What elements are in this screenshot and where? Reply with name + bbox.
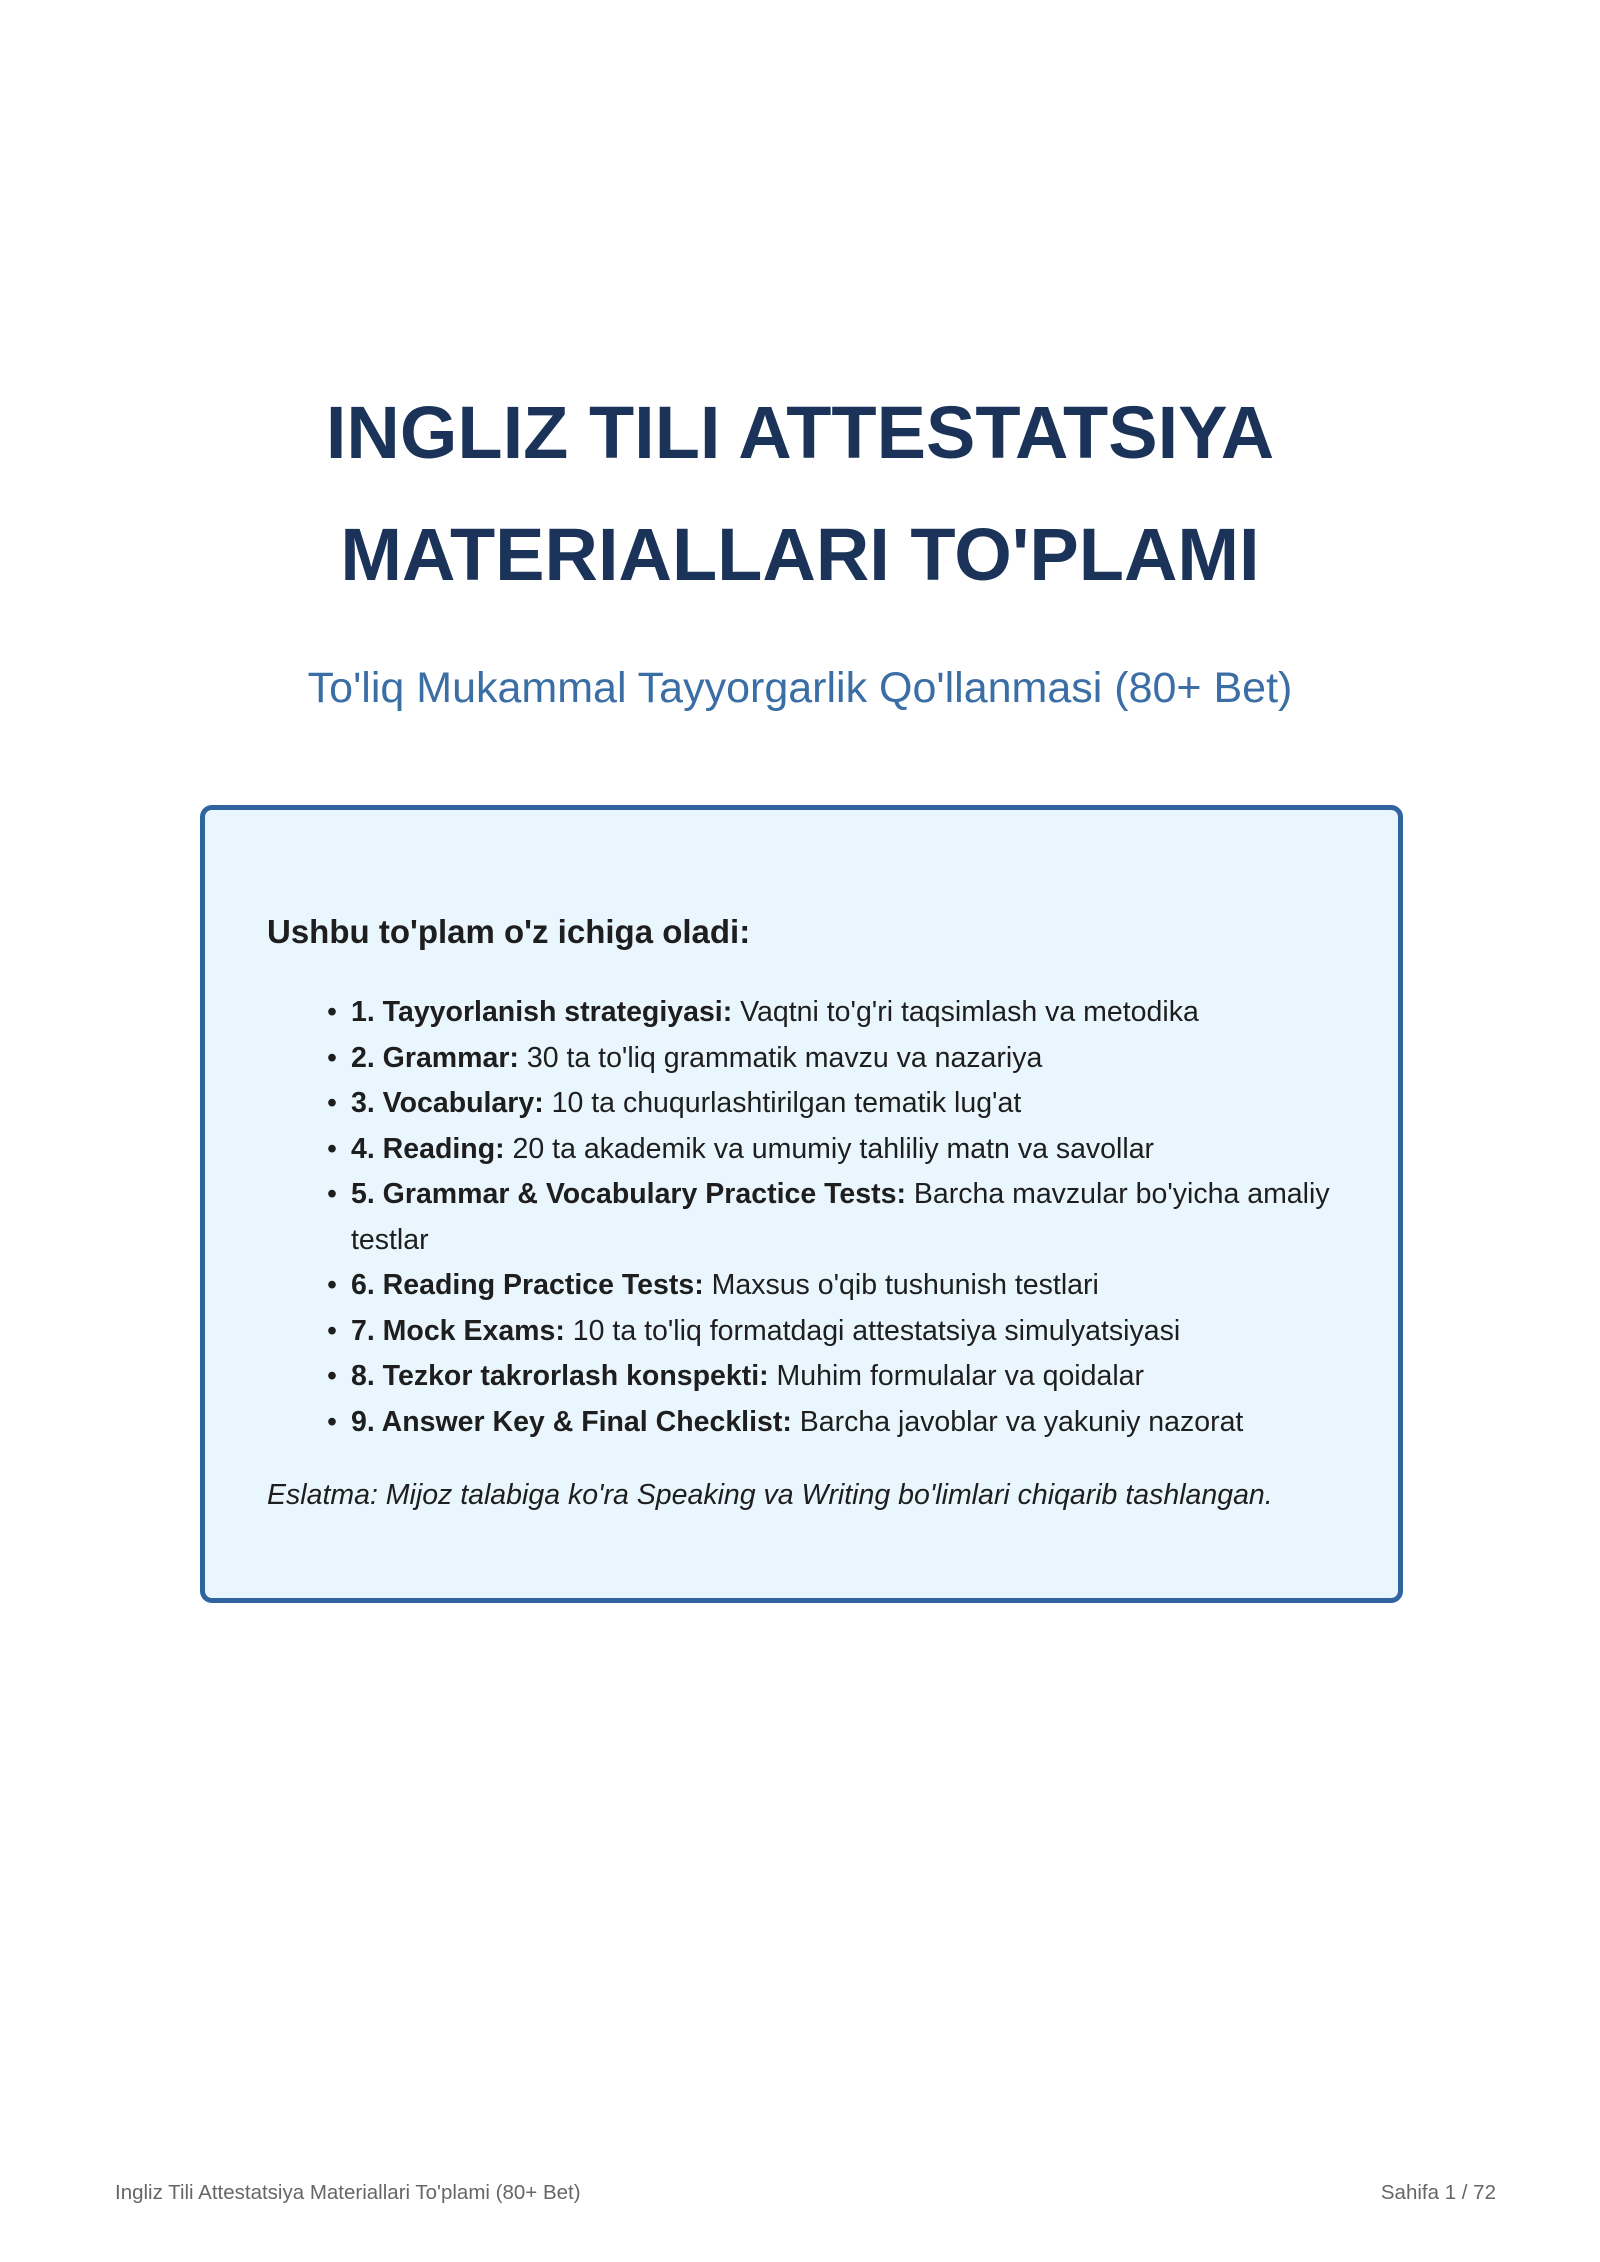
bullet-icon: •	[327, 1132, 337, 1165]
list-item-label: 5. Grammar & Vocabulary Practice Tests:	[351, 1178, 906, 1210]
list-item	[327, 1263, 1347, 1309]
list-item-text: 10 ta to'liq formatdagi attestatsiya simulyatsiyasi	[564, 1314, 1181, 1347]
list-item-text: Barcha mavzular bo'yicha amaliy testlar	[351, 1178, 1330, 1256]
bullet-icon: •	[327, 996, 337, 1028]
list-item-text: 20 ta akademik va umumiy tahliliy matn va savollar	[504, 1132, 1155, 1165]
list-item	[327, 1036, 1347, 1082]
list-item-label: 7. Mock Exams:	[351, 1314, 565, 1347]
list-item	[327, 1309, 1347, 1355]
list-item-label: 4. Reading:	[351, 1132, 505, 1165]
document-subtitle: To'liq Mukammal Tayyorgarlik Qo'llanmasi (80+ Bet)	[307, 664, 1293, 712]
bullet-icon: •	[327, 1314, 337, 1347]
list-item	[327, 1354, 1347, 1400]
bullet-icon: •	[327, 1269, 337, 1301]
list-item-text: Vaqtni to'g'ri taqsimlash va metodika	[732, 996, 1199, 1028]
document-title-line-2: MATERIALLARI TO'PLAMI	[340, 513, 1260, 596]
bullet-icon: •	[327, 1405, 337, 1438]
note-text: Eslatma: Mijoz talabiga ko'ra Speaking va Writing bo'limlari chiqarib tashlangan.	[267, 1479, 1273, 1511]
list-item-label: 1. Tayyorlanish strategiyasi:	[351, 996, 733, 1028]
contents-heading: Ushbu to'plam o'z ichiga oladi:	[267, 913, 751, 950]
list-item-label: 8. Tezkor takrorlash konspekti:	[351, 1360, 769, 1392]
list-item-text: Barcha javoblar va yakuniy nazorat	[791, 1405, 1244, 1438]
list-item	[327, 1400, 1347, 1446]
list-item-text: 10 ta chuqurlashtirilgan tematik lug'at	[543, 1087, 1022, 1119]
footer-document-title: Ingliz Tili Attestatsiya Materiallari To'plami (80+ Bet)	[115, 2181, 581, 2204]
bullet-icon: •	[327, 1041, 337, 1074]
bullet-icon: •	[327, 1178, 337, 1210]
list-item-text: Muhim formulalar va qoidalar	[768, 1360, 1145, 1392]
list-item	[327, 1081, 1347, 1127]
list-item-text: Maxsus o'qib tushunish testlari	[703, 1269, 1099, 1301]
list-item-text: 30 ta to'liq grammatik mavzu va nazariya	[518, 1041, 1043, 1074]
bullet-icon: •	[327, 1087, 337, 1119]
list-item	[327, 1172, 1347, 1263]
list-item-label: 3. Vocabulary:	[351, 1087, 544, 1119]
list-item-label: 2. Grammar:	[351, 1041, 519, 1074]
list-item-label: 6. Reading Practice Tests:	[351, 1269, 704, 1301]
bullet-icon: •	[327, 1360, 337, 1392]
contents-list	[327, 990, 1347, 1445]
list-item	[327, 990, 1347, 1036]
contents-box	[200, 805, 1403, 1603]
footer-page-number: Sahifa 1 / 72	[1380, 2181, 1496, 2204]
list-item	[327, 1127, 1347, 1173]
document-title	[0, 372, 1600, 616]
document-title-line-1: INGLIZ TILI ATTESTATSIYA	[325, 391, 1275, 474]
list-item-label: 9. Answer Key & Final Checklist:	[351, 1405, 792, 1438]
